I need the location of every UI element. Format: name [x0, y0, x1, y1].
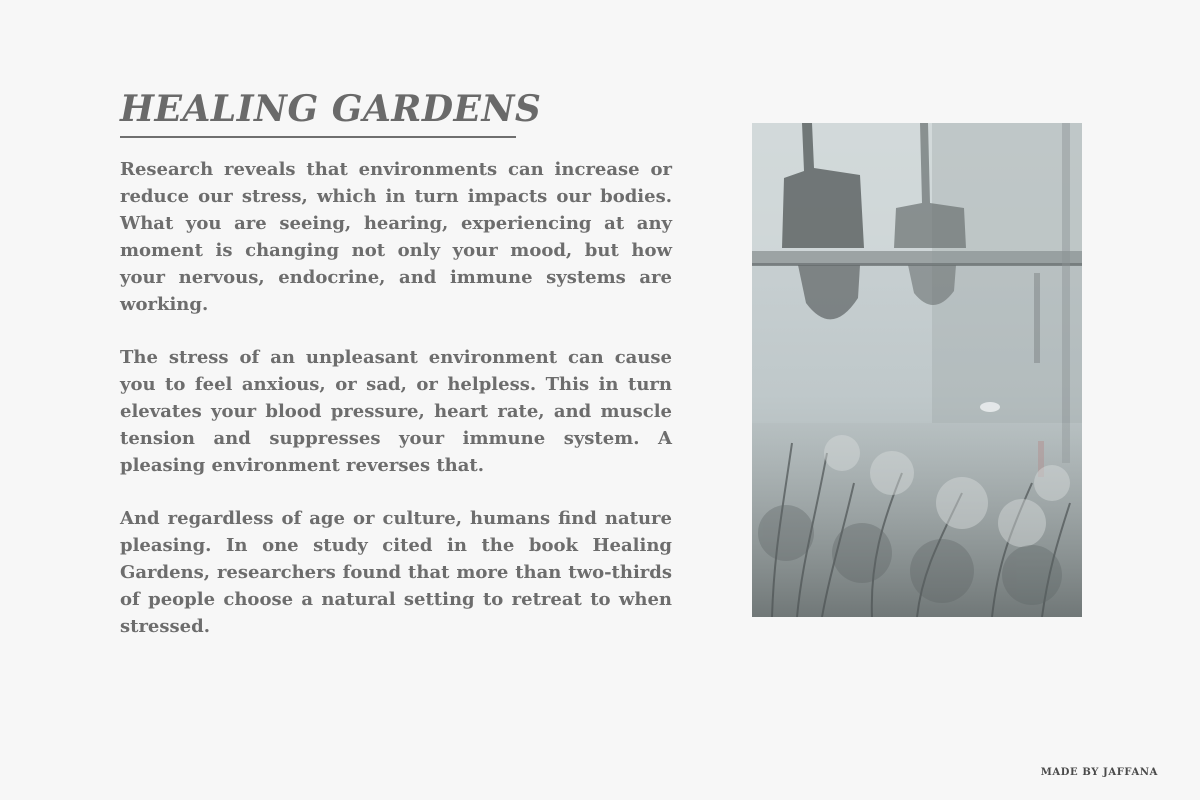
title-underline — [120, 136, 516, 138]
credit-text: MADE BY JAFFANA — [1040, 767, 1158, 778]
article — [120, 88, 672, 666]
paragraph-3: And regardless of age or culture, humans find nature pleasing. In one study cited in the book Healing Gardens, researchers found that more than two-thirds of people choose a natural setting to retreat to when stressed. — [120, 508, 672, 637]
garden-photo-image — [752, 123, 1082, 617]
paragraph-1: Research reveals that environments can increase or reduce our stress, which in turn impacts our bodies. What you are seeing, hearing, experiencing at any moment is changing not only your mood, but how your nervous, endocrine, and immune systems are working. — [120, 159, 672, 315]
garden-photo — [752, 123, 1082, 617]
paragraph-2: The stress of an unpleasant environment can cause you to feel anxious, or sad, or helpless. This in turn elevates your blood pressure, heart rate, and muscle tension and suppresses your immune system. A pleasing environment reverses that. — [120, 347, 672, 476]
page-title: HEALING GARDENS — [120, 88, 542, 130]
